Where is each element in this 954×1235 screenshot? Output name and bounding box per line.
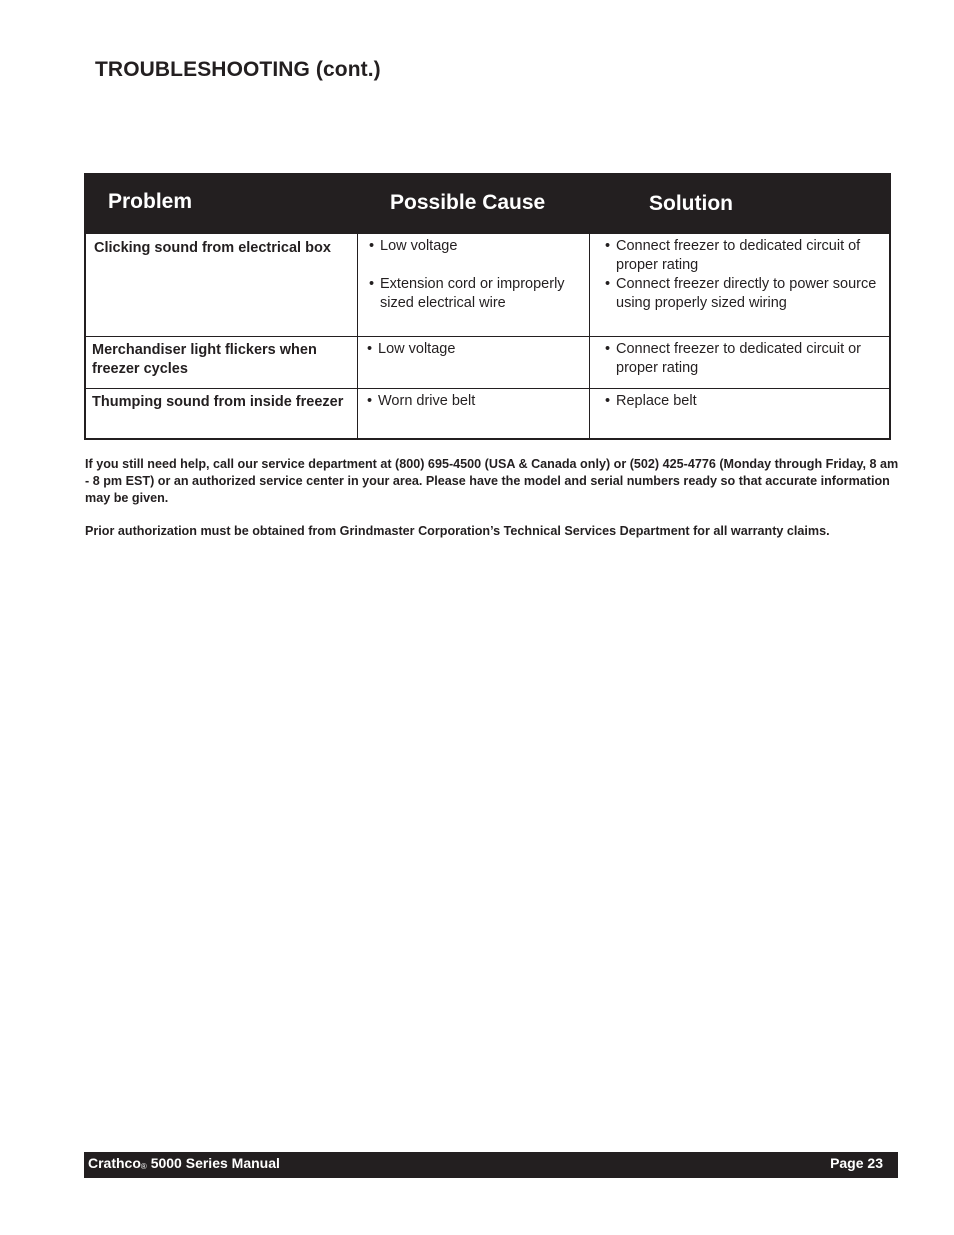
service-help-note: If you still need help, call our service department at (800) 695-4500 (USA & Canada only) or (502) 425-4776 (Monday through Friday, 8 am - 8 pm EST) or an authorized service center in your area. Please have the model and serial numbers ready so that accurate information may be given. — [85, 457, 899, 505]
cause-cell — [358, 337, 590, 388]
header-possible-cause: Possible Cause — [390, 191, 546, 214]
solution-cell — [590, 389, 889, 438]
cause-item: • Low voltage — [369, 237, 583, 256]
cause-item: • Worn drive belt — [367, 392, 583, 411]
footer-page-number: Page 23 — [830, 1155, 883, 1171]
cause-item: • Low voltage — [367, 340, 583, 359]
problem-cell: Clicking sound from electrical box — [86, 234, 358, 336]
footer-manual-name: 5000 Series Manual — [146, 1155, 280, 1171]
warranty-authorization-note: Prior authorization must be obtained from Grindmaster Corporation’s Technical Services Department for all warranty claims. — [85, 524, 830, 538]
solution-item: • Connect freezer to dedicated circuit or proper rating — [605, 340, 883, 378]
cause-item: • Extension cord or improperly sized electrical wire — [369, 275, 583, 313]
problem-cell: Merchandiser light flickers when freezer cycles — [86, 337, 358, 388]
page-footer — [84, 1152, 898, 1178]
solution-cell — [590, 337, 889, 388]
troubleshooting-table — [84, 173, 891, 440]
table-row — [86, 388, 889, 438]
table-row — [86, 233, 889, 336]
footer-brand: Crathco — [88, 1155, 141, 1171]
registered-mark: ® — [140, 1162, 147, 1171]
solution-item: • Connect freezer directly to power source using properly sized wiring — [605, 275, 883, 313]
problem-cell: Thumping sound from inside freezer — [86, 389, 358, 438]
footer-manual-title — [88, 1155, 280, 1171]
solution-item: • Connect freezer to dedicated circuit of proper rating — [605, 237, 883, 275]
cause-cell — [358, 389, 590, 438]
table-row — [86, 336, 889, 388]
cause-cell — [358, 234, 590, 336]
solution-item: • Replace belt — [605, 392, 883, 411]
header-solution: Solution — [649, 192, 733, 215]
solution-cell — [590, 234, 889, 336]
table-header — [86, 175, 889, 233]
header-problem: Problem — [108, 190, 193, 213]
page-title: TROUBLESHOOTING (cont.) — [95, 58, 381, 81]
